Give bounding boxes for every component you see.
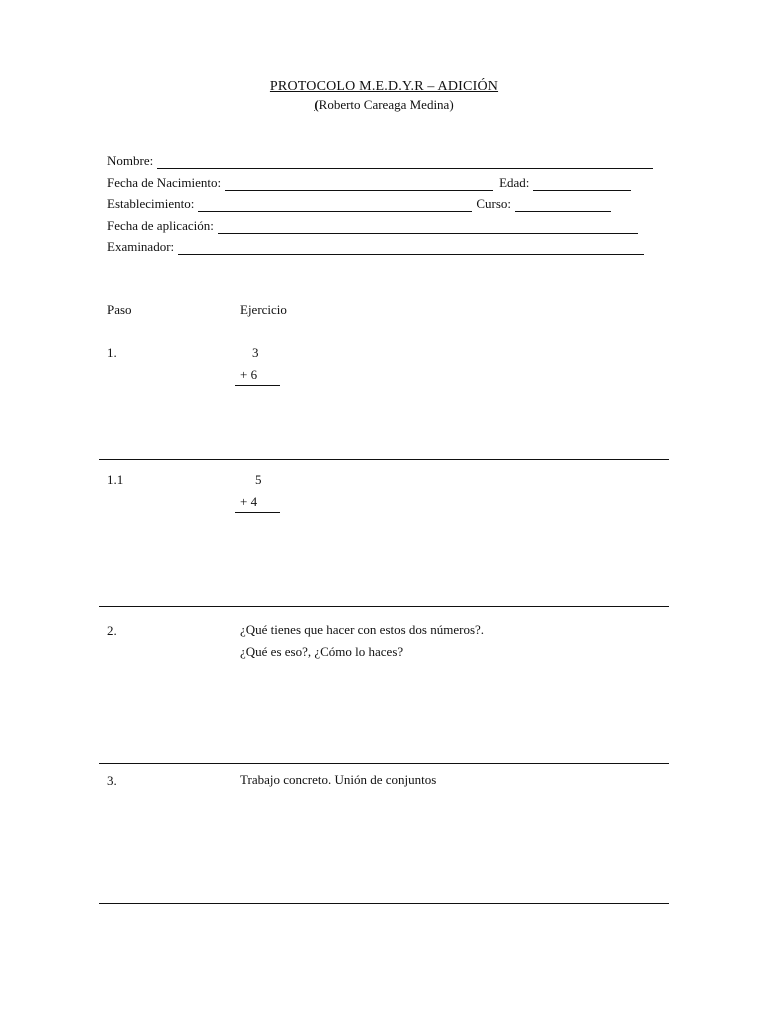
step-number: 2. xyxy=(107,623,117,638)
field-establecimiento xyxy=(107,196,611,212)
field-nombre xyxy=(107,153,653,169)
step-number: 1. xyxy=(107,345,117,360)
establecimiento-label: Establecimiento: xyxy=(107,196,195,211)
fecha-nacimiento-label: Fecha de Nacimiento: xyxy=(107,175,222,190)
curso-label: Curso: xyxy=(476,196,512,211)
exercise-question-2: ¿Qué es eso?, ¿Cómo lo haces? xyxy=(240,644,404,659)
addend-bottom: + 6 xyxy=(240,367,258,382)
section-divider xyxy=(99,606,669,607)
field-fecha-aplicacion xyxy=(107,218,638,234)
fecha-nacimiento-blank[interactable] xyxy=(225,178,493,191)
nombre-label: Nombre: xyxy=(107,153,154,168)
column-header-ejercicio: Ejercicio xyxy=(240,302,287,317)
section-divider xyxy=(99,763,669,764)
nombre-blank[interactable] xyxy=(157,156,653,169)
sum-line xyxy=(235,512,280,513)
exercise-description: Trabajo concreto. Unión de conjuntos xyxy=(240,772,437,787)
step-number: 3. xyxy=(107,773,117,788)
document-title: PROTOCOLO M.E.D.Y.R – ADICIÓN xyxy=(269,79,499,94)
examinador-blank[interactable] xyxy=(178,242,644,255)
addend-top: 3 xyxy=(252,345,259,360)
curso-blank[interactable] xyxy=(515,199,611,212)
fecha-aplicacion-blank[interactable] xyxy=(218,221,638,234)
field-fecha-nacimiento xyxy=(107,175,631,191)
establecimiento-blank[interactable] xyxy=(198,199,472,212)
section-divider xyxy=(99,903,669,904)
author-open-paren: ( xyxy=(314,97,319,112)
edad-blank[interactable] xyxy=(533,178,631,191)
author-line xyxy=(0,97,768,113)
author-name: Roberto Careaga Medina) xyxy=(318,97,454,112)
field-examinador xyxy=(107,239,644,255)
edad-label: Edad: xyxy=(499,175,530,190)
examinador-label: Examinador: xyxy=(107,239,175,254)
addend-bottom: + 4 xyxy=(240,494,258,509)
section-divider xyxy=(99,459,669,460)
column-header-paso: Paso xyxy=(107,302,132,317)
addend-top: 5 xyxy=(255,472,262,487)
sum-line xyxy=(235,385,280,386)
step-number: 1.1 xyxy=(107,472,124,487)
exercise-question-1: ¿Qué tienes que hacer con estos dos números?. xyxy=(240,622,485,637)
fecha-aplicacion-label: Fecha de aplicación: xyxy=(107,218,214,233)
